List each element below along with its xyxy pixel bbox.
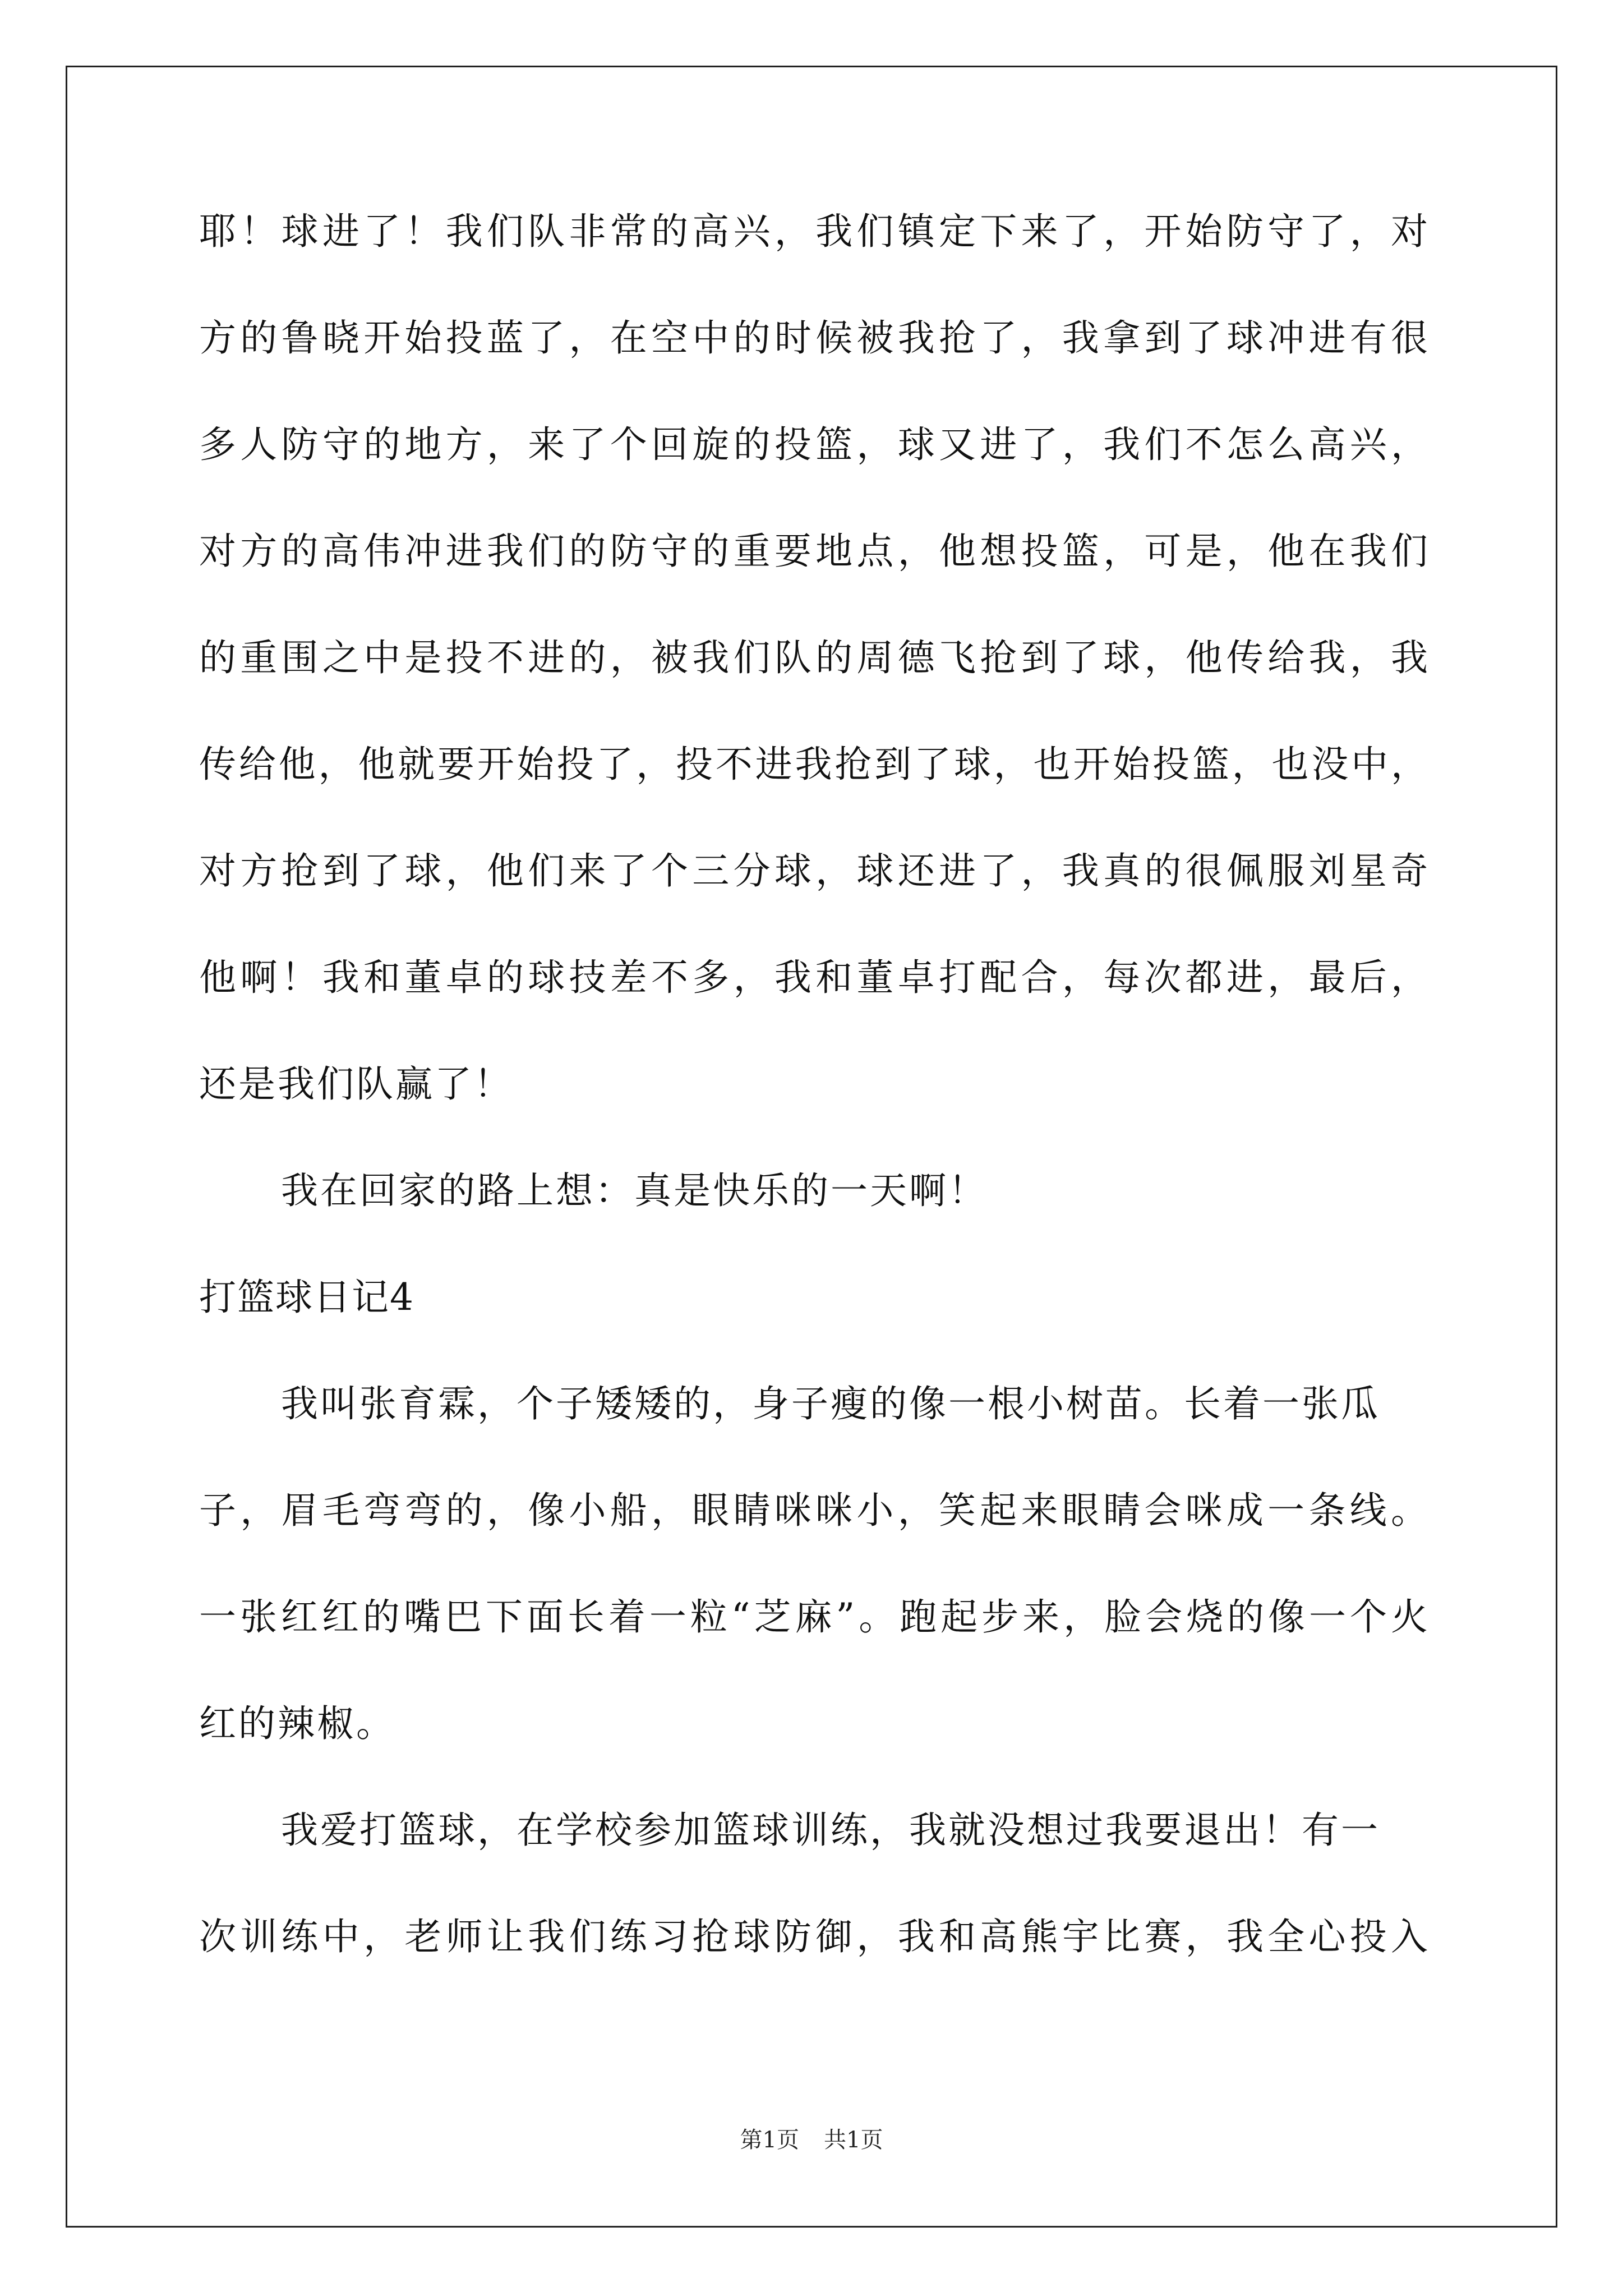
text-line: 我爱打篮球，在学校参加篮球训练，我就没想过我要退出！有一	[281, 1809, 1380, 1852]
document-body	[199, 210, 1430, 2025]
text-line: 对方的高伟冲进我们的防守的重要地点，他想投篮，可是，他在我们	[199, 530, 1430, 573]
page-total: 共1页	[824, 2127, 883, 2153]
text-line: 耶！球进了！我们队非常的高兴，我们镇定下来了，开始防守了，对	[199, 210, 1430, 253]
text-line: 对方抢到了球，他们来了个三分球，球还进了，我真的很佩服刘星奇	[199, 849, 1430, 892]
page-footer	[0, 2129, 1623, 2151]
text-line: 红的辣椒。	[199, 1702, 395, 1745]
text-line: 他啊！我和董卓的球技差不多，我和董卓打配合，每次都进，最后，	[199, 956, 1430, 999]
text-line: 的重围之中是投不进的，被我们队的周德飞抢到了球，他传给我，我	[199, 636, 1430, 679]
page-number: 第1页	[740, 2127, 799, 2153]
text-line: 一张红红的嘴巴下面长着一粒“芝麻”。跑起步来，脸会烧的像一个火	[199, 1595, 1430, 1639]
text-line: 多人防守的地方，来了个回旋的投篮，球又进了，我们不怎么高兴，	[199, 423, 1430, 466]
text-line: 传给他，他就要开始投了，投不进我抢到了球，也开始投篮，也没中，	[199, 743, 1430, 786]
text-line: 我叫张育霖，个子矮矮的，身子瘦的像一根小树苗。长着一张瓜	[281, 1382, 1380, 1425]
text-line: 次训练中，老师让我们练习抢球防御，我和高熊宇比赛，我全心投入	[199, 1915, 1430, 1958]
text-line: 还是我们队赢了！	[199, 1062, 513, 1106]
section-heading: 打篮球日记4	[199, 1276, 414, 1319]
text-line: 我在回家的路上想：真是快乐的一天啊！	[281, 1169, 988, 1212]
text-line: 子，眉毛弯弯的，像小船，眼睛咪咪小，笑起来眼睛会咪成一条线。	[199, 1489, 1430, 1532]
text-line: 方的鲁晓开始投蓝了，在空中的时候被我抢了，我拿到了球冲进有很	[199, 316, 1430, 360]
